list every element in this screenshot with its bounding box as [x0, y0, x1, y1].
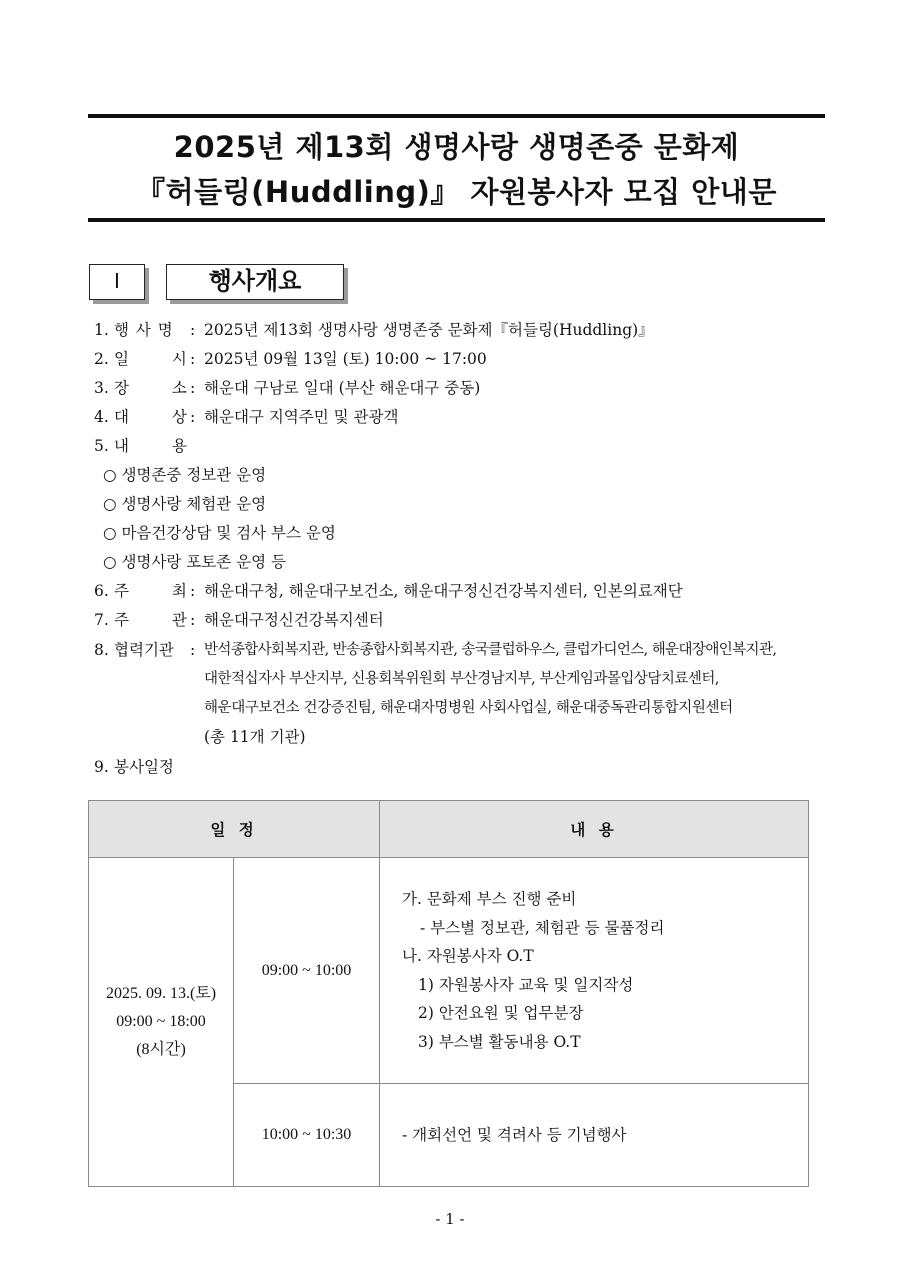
time-cell: 10:00 ~ 10:30 [234, 1084, 380, 1187]
title-line-1: 2025년 제13회 생명사랑 생명존중 문화제 [173, 130, 740, 164]
header-date: 일 정 [89, 801, 380, 858]
content-bullet: ○ 마음건강상담 및 검사 부스 운영 [103, 524, 336, 542]
title-line-2: 『허들링(Huddling)』 자원봉사자 모집 안내문 [136, 175, 777, 209]
header-content: 내 용 [380, 801, 809, 858]
partners-line: 해운대구보건소 건강증진팀, 해운대자명병원 사회사업실, 해운대중독관리통합지원센터 [204, 700, 733, 716]
content-bullet: ○ 생명사랑 체험관 운영 [103, 495, 267, 513]
section-title-box: 행사개요 [166, 264, 344, 300]
content-cell: - 개회선언 및 격려사 등 기념행사 [380, 1084, 809, 1187]
partners-total: (총 11개 기관) [204, 728, 306, 746]
partners-line: 대한적십자사 부산지부, 신용회복위원회 부산경남지부, 부산게임과몰입상담치료센터, [204, 671, 720, 687]
content-bullet: ○ 생명존중 정보관 운영 [103, 466, 267, 484]
page-number: - 1 - [435, 1210, 465, 1228]
content-cell: 가. 문화제 부스 진행 준비 - 부스별 정보관, 체험관 등 물품정리 나. 자원봉사자 O.T 1) 자원봉사자 교육 및 일지작성 2) 안전요원 및 업무분장 3) 부스별 활동내용 O.T [380, 858, 809, 1084]
schedule-table [88, 800, 809, 1187]
time-cell: 09:00 ~ 10:00 [234, 858, 380, 1084]
section-number-box: Ⅰ [89, 264, 145, 300]
date-cell: 2025. 09. 13.(토) 09:00 ~ 18:00 (8시간) [89, 858, 234, 1187]
content-bullet: ○ 생명사랑 포토존 운영 등 [103, 553, 286, 571]
document-title [88, 114, 825, 222]
